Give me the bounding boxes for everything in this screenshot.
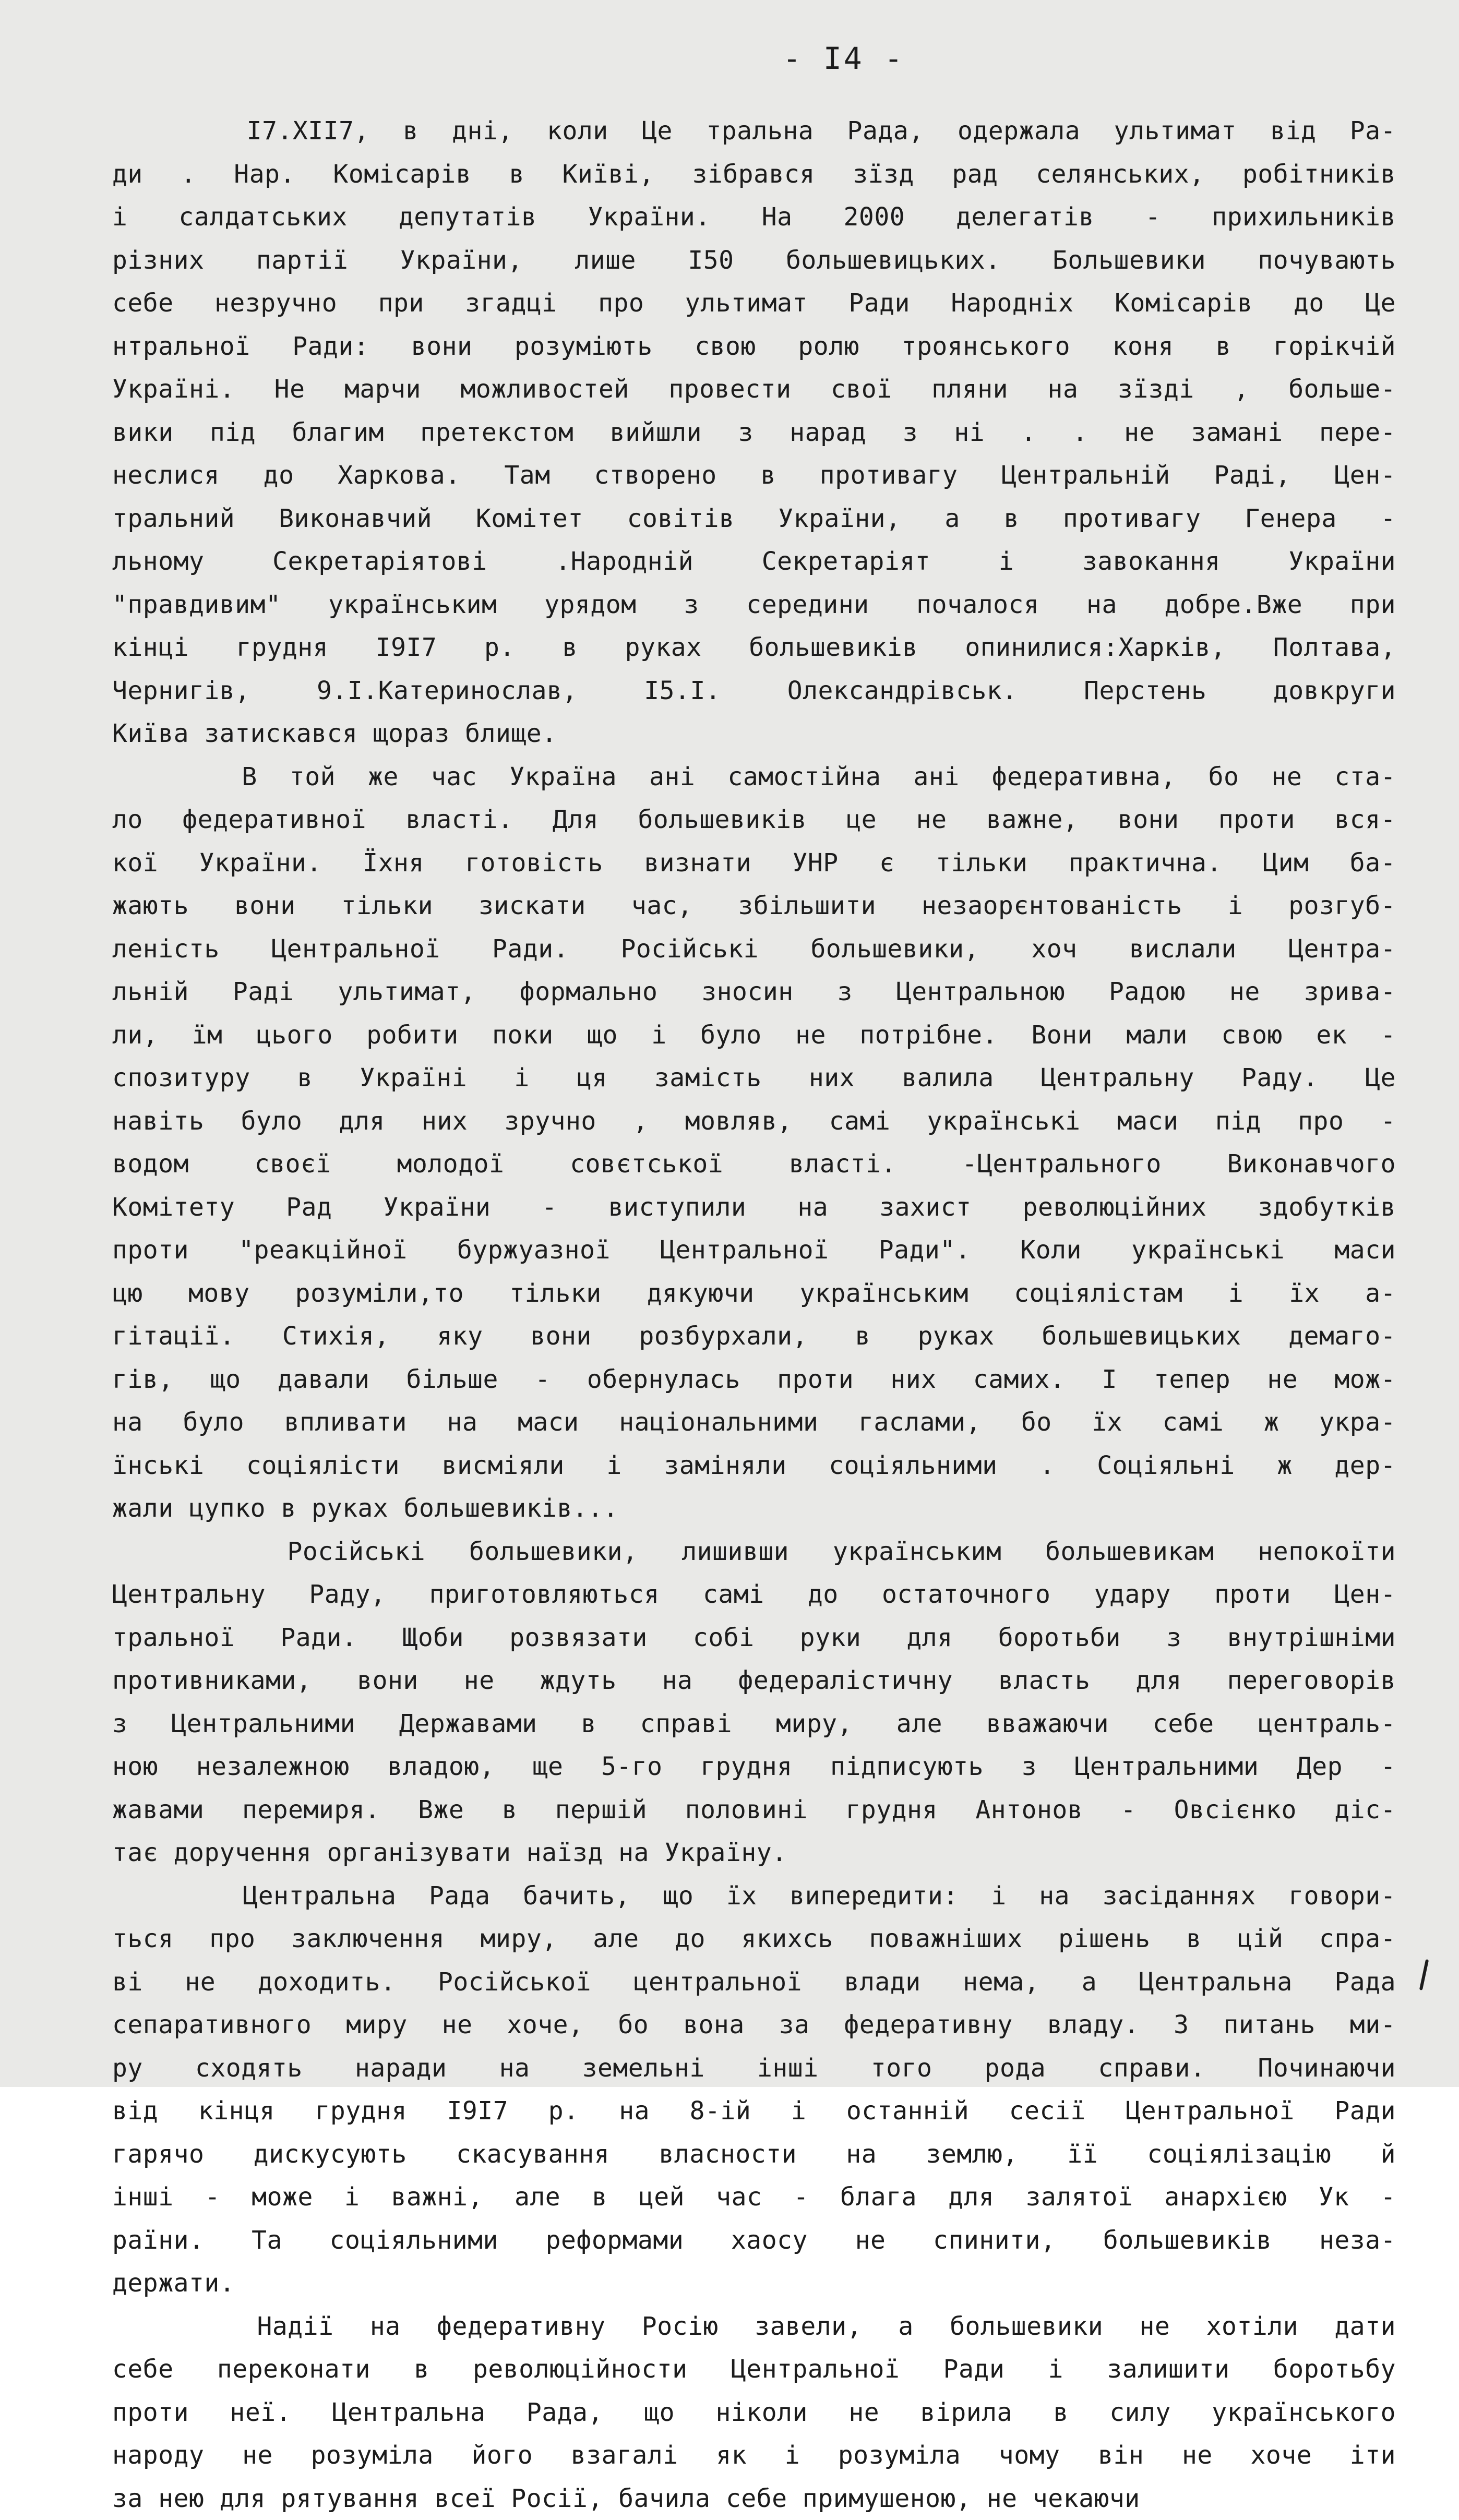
text-line: вики під благим претекстом вийшли з нарад з ні . . не заманi пере- [112, 411, 1396, 454]
text-line: Комітету Рад України - виступили на захист революційних здобутків [112, 1186, 1396, 1229]
text-line: їнські соціялісти висміяли і заміняли соціяльними . Соціяльні ж дер- [112, 1444, 1396, 1487]
text-line: різних партії України, лише I50 большевицьких. Большевики почувають [112, 239, 1396, 282]
text-line: тральної Ради. Щоби розвязати собі руки для боротьби з внутрішніми [112, 1616, 1396, 1660]
text-line: з Центральними Державами в справі миру, але вважаючи себе централь- [112, 1702, 1396, 1746]
text-line: В той же час Україна ані самостійна ані федеративна, бо не ста- [112, 755, 1396, 799]
paragraph-2 [112, 755, 1396, 1530]
text-line: неслися до Харкова. Там створено в противагу Центральній Раді, Цен- [112, 454, 1396, 497]
text-line: від кінця грудня I9I7 р. на 8-ій і останній сесії Центральної Ради [112, 2090, 1396, 2133]
text-line: кої України. Їхня готовість визнати УНР є тільки практична. Цим ба- [112, 842, 1396, 885]
text-line: гарячо дискусують скасування власности на землю, її соціялізацію й [112, 2133, 1396, 2176]
text-line: на було впливати на маси національними гаслами, бо їх самі ж укра- [112, 1401, 1396, 1444]
text-line: себе незручно при згадці про ультимат Ради Народніх Комісарів до Це [112, 282, 1396, 325]
text-line: держати. [112, 2262, 1396, 2305]
text-line: кінці грудня I9I7 р. в руках большевиків опинилися:Харків, Полтава, [112, 626, 1396, 669]
page-number: - I4 - [783, 41, 905, 76]
text-line: "правдивим" українським урядом з середини почалося на добре.Вже при [112, 583, 1396, 627]
text-line: проти "реакційної буржуазної Центральної Ради". Коли українські маси [112, 1229, 1396, 1272]
text-line: I7.XII7, в дні, коли Це тральна Рада, одержала ультимат від Ра- [112, 110, 1396, 153]
text-line: ною незалежною владою, ще 5-го грудня підписують з Центральними Дер - [112, 1745, 1396, 1789]
text-line: тральний Виконавчий Комітет совітів України, а в противагу Генера - [112, 497, 1396, 541]
text-line: раїни. Та соціяльними реформами хаосу не спинити, большевиків неза- [112, 2219, 1396, 2262]
text-line: Надії на федеративну Росію завели, а большевики не хотіли дати [112, 2305, 1396, 2348]
body-text [112, 110, 1396, 2520]
text-line: водом своєї молодої совєтської власті. -Центрального Виконавчого [112, 1143, 1396, 1186]
text-line: цю мову розуміли,то тільки дякуючи українським соціялістам і їх а- [112, 1272, 1396, 1315]
paragraph-5 [112, 2305, 1396, 2520]
text-line: жали цупко в руках большевиків... [112, 1487, 1396, 1530]
text-line: проти неї. Центральна Рада, що ніколи не вірила в силу українського [112, 2391, 1396, 2434]
text-line: нтральної Ради: вони розуміють свою ролю троянського коня в горікчій [112, 325, 1396, 368]
text-line: ди . Нар. Комісарів в Київі, зібрався зїзд рад селянських, робітників [112, 153, 1396, 196]
text-line: себе переконати в революційности Центральної Ради і залишити боротьбу [112, 2348, 1396, 2391]
text-line: жають вони тільки зискати час, збільшити незаорєнтованість і розгуб- [112, 884, 1396, 928]
paragraph-1 [112, 110, 1396, 755]
text-line: леність Центральної Ради. Російські большевики, хоч вислали Центра- [112, 928, 1396, 971]
text-line: Україні. Не марчи можливостей провести свої пляни на зїзді , больше- [112, 368, 1396, 411]
text-line: за нею для рятування всеї Росії, бачила себе примушеною, не чекаючи [112, 2477, 1396, 2520]
text-line: Центральна Рада бачить, що їх випередити: і на засіданнях говори- [112, 1875, 1396, 1918]
text-line: і салдатських депутатів України. На 2000 делегатів - прихильників [112, 196, 1396, 239]
text-line: навіть було для них зручно , мовляв, самі українські маси під про - [112, 1100, 1396, 1143]
text-line: ло федеративної власті. Для большевиків це не важне, вони проти вся- [112, 798, 1396, 842]
text-line: ру сходять наради на земельні інші того рода справи. Починаючи [112, 2047, 1396, 2090]
text-line: ться про заключення миру, але до якихсь поважніших рішень в цій спра- [112, 1917, 1396, 1961]
text-line: тає доручення організувати наїзд на Україну. [112, 1831, 1396, 1875]
text-line: народу не розуміла його взагалі як і розуміла чому він не хоче іти [112, 2434, 1396, 2477]
paragraph-4 [112, 1875, 1396, 2305]
text-line: противниками, вони не ждуть на федералістичну власть для переговорів [112, 1659, 1396, 1702]
text-line: спозитуру в Україні і ця замість них валила Центральну Раду. Це [112, 1057, 1396, 1100]
text-line: Чернигів, 9.I.Катеринослав, I5.I. Олександрівськ. Перстень довкруги [112, 669, 1396, 713]
text-line: сепаративного миру не хоче, бо вона за федеративну владу. З питань ми- [112, 2003, 1396, 2047]
text-line: гітації. Стихія, яку вони розбурхали, в руках большевицьких демаго- [112, 1315, 1396, 1358]
text-line: гів, що давали більше - обернулась проти них самих. І тепер не мож- [112, 1358, 1396, 1401]
text-line: ві не доходить. Російської центральної влади нема, а Центральна Рада [112, 1961, 1396, 2004]
text-line: льному Секретаріятові .Народній Секретаріят і завокання України [112, 540, 1396, 583]
paragraph-3 [112, 1530, 1396, 1875]
pen-mark [1419, 1959, 1429, 1990]
text-line: Київа затискався щораз блище. [112, 712, 1396, 755]
text-line: ли, їм цього робити поки що і було не потрібне. Вони мали свою ек - [112, 1014, 1396, 1057]
text-line: льній Раді ультимат, формально зносин з Центральною Радою не зрива- [112, 970, 1396, 1014]
text-line: інші - може і важні, але в цей час - блага для залятої анархією Ук - [112, 2176, 1396, 2219]
text-line: Центральну Раду, приготовляються самі до остаточного удару проти Цен- [112, 1573, 1396, 1616]
text-line: Російські большевики, лишивши українським большевикам непокоїти [112, 1530, 1396, 1574]
text-line: жавами перемиря. Вже в першій половині грудня Антонов - Овсієнко діс- [112, 1789, 1396, 1832]
